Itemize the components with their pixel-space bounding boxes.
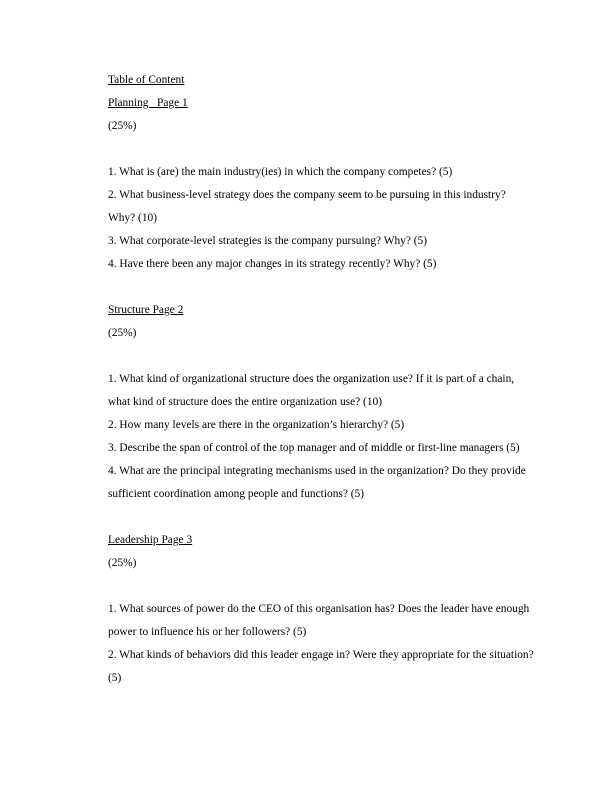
question-item: 4. What are the principal integrating mechanisms used in the organization? Do they provide sufficient coordination among people and functions? (5): [108, 465, 526, 500]
spacer: [108, 345, 534, 368]
question-item: 2. What business-level strategy does the company seem to be pursuing in this industry? Why? (10): [108, 189, 506, 224]
question-item: 1. What sources of power do the CEO of this organisation has? Does the leader have enough power to influence his or her followers? (5): [108, 603, 530, 638]
spacer: [108, 506, 534, 529]
question-item: 1. What kind of organizational structure does the organization use? If it is part of a chain, what kind of structure does the entire organization use? (10): [108, 373, 515, 408]
spacer: [108, 138, 534, 161]
section-heading-planning[interactable]: Planning Page 1: [108, 97, 188, 109]
section-heading-leadership[interactable]: Leadership Page 3: [108, 534, 193, 546]
section-weight-planning: (25%): [108, 120, 137, 132]
document-body: [108, 69, 534, 690]
spacer: [108, 276, 534, 299]
section-weight-structure: (25%): [108, 327, 137, 339]
toc-title: Table of Content: [108, 74, 185, 86]
question-item: 2. What kinds of behaviors did this leader engage in? Were they appropriate for the situation? (5): [108, 649, 534, 684]
question-item: 2. How many levels are there in the organization’s hierarchy? (5): [108, 419, 405, 431]
question-item: 1. What is (are) the main industry(ies) in which the company competes? (5): [108, 166, 453, 178]
question-item: 3. What corporate-level strategies is the company pursuing? Why? (5): [108, 235, 428, 247]
question-item: 4. Have there been any major changes in its strategy recently? Why? (5): [108, 258, 437, 270]
section-heading-structure[interactable]: Structure Page 2: [108, 304, 184, 316]
section-weight-leadership: (25%): [108, 557, 137, 569]
question-item: 3. Describe the span of control of the top manager and of middle or first-line managers (5): [108, 442, 520, 454]
spacer: [108, 575, 534, 598]
